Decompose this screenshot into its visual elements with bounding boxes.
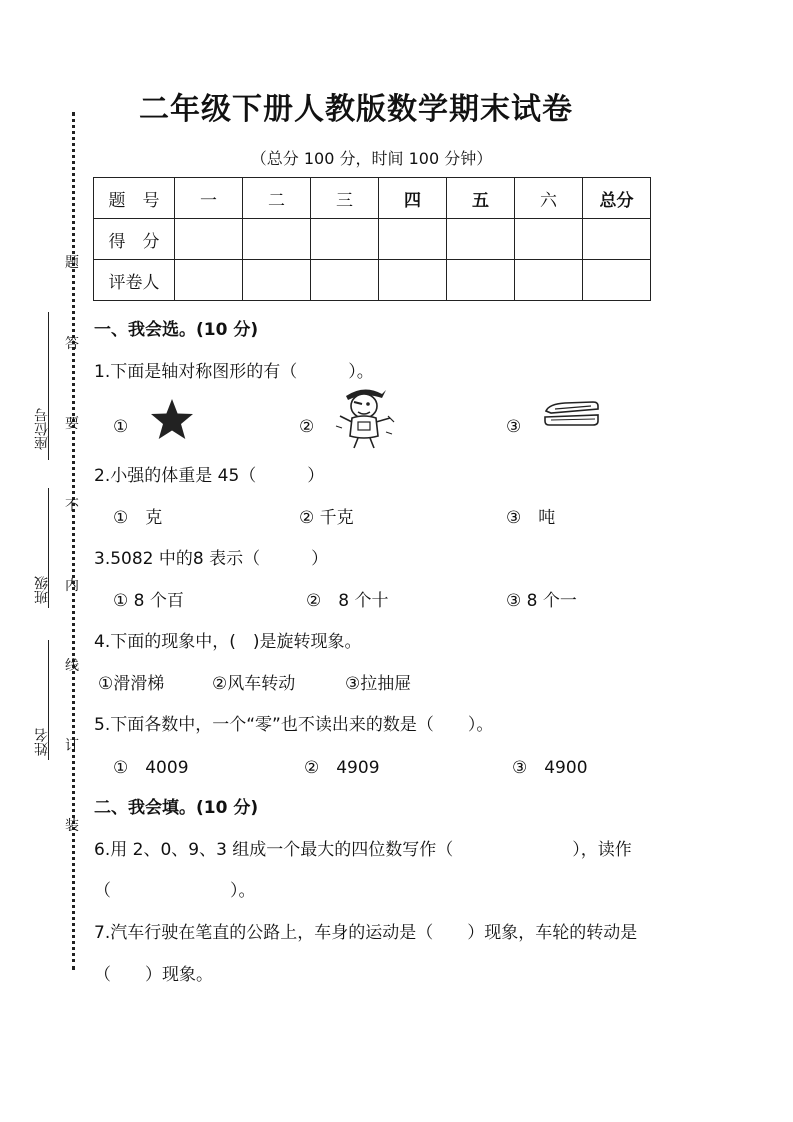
section-heading: 二、我会填。(10 分) — [94, 798, 259, 818]
score-cell[interactable] — [515, 219, 583, 260]
binding-char: 答 — [65, 336, 79, 352]
stapler-icon — [543, 400, 601, 430]
question-7-line-1: 7.汽车行驶在笔直的公路上，车身的运动是（ ）现象，车轮的转动是 — [94, 923, 638, 943]
name-label: 姓名 — [34, 728, 50, 756]
table-row — [94, 219, 651, 260]
score-cell[interactable] — [243, 219, 311, 260]
section-heading: 一、我会选。(10 分) — [94, 320, 259, 340]
table-header-cell: 二 — [243, 178, 311, 219]
binding-char: 内 — [65, 578, 79, 594]
option-text[interactable]: ③拉抽屉 — [345, 674, 412, 694]
table-header-cell: 题 号 — [94, 178, 175, 219]
score-cell[interactable] — [379, 219, 447, 260]
grader-cell[interactable] — [379, 260, 447, 301]
question-5: 5.下面各数中，一个“零”也不读出来的数是（ ）。 — [94, 715, 494, 735]
grader-cell[interactable] — [515, 260, 583, 301]
option-text[interactable]: ② 4909 — [304, 758, 380, 778]
option-text[interactable]: ② 8 个十 — [306, 591, 389, 611]
seat-number-field[interactable] — [48, 312, 49, 460]
class-label: 班级 — [34, 576, 50, 604]
name-field[interactable] — [48, 640, 49, 760]
score-cell[interactable] — [311, 219, 379, 260]
table-header-cell: 六 — [515, 178, 583, 219]
binding-char: 题 — [65, 255, 79, 271]
page-title: 二年级下册人教版数学期末试卷 — [139, 92, 573, 127]
option-marker[interactable]: ③ — [506, 417, 522, 437]
table-row-label: 评卷人 — [94, 260, 175, 301]
option-text[interactable]: ①滑滑梯 — [98, 674, 165, 694]
class-field[interactable] — [48, 488, 49, 608]
question-4: 4.下面的现象中，( )是旋转现象。 — [94, 632, 362, 652]
option-text[interactable]: ③ 8 个一 — [506, 591, 577, 611]
binding-char: 线 — [65, 658, 79, 674]
table-row — [94, 178, 651, 219]
question-6-line-1: 6.用 2、0、9、3 组成一个最大的四位数写作（ ），读作 — [94, 840, 632, 860]
table-header-cell: 四 — [379, 178, 447, 219]
option-text[interactable]: ③ 4900 — [512, 758, 588, 778]
table-header-cell: 一 — [175, 178, 243, 219]
star-icon — [148, 398, 196, 440]
option-text[interactable]: ① 克 — [113, 508, 163, 528]
binding-dotted-line — [72, 112, 75, 970]
option-text[interactable]: ② 千克 — [299, 508, 354, 528]
question-7-line-2: （ ）现象。 — [94, 965, 213, 985]
grader-cell[interactable] — [175, 260, 243, 301]
grader-cell[interactable] — [243, 260, 311, 301]
question-2: 2.小强的体重是 45（ ） — [94, 466, 325, 486]
binding-char: 要 — [65, 416, 79, 432]
binding-char: 不 — [65, 498, 79, 514]
option-text[interactable]: ① 8 个百 — [113, 591, 184, 611]
grader-cell[interactable] — [583, 260, 651, 301]
binding-char: 订 — [65, 738, 79, 754]
score-cell[interactable] — [583, 219, 651, 260]
option-text[interactable]: ③ 吨 — [506, 508, 556, 528]
question-3: 3.5082 中的8 表示（ ） — [94, 549, 329, 569]
score-table — [93, 177, 651, 301]
option-text[interactable]: ① 4009 — [113, 758, 189, 778]
page-subtitle: （总分 100 分，时间 100 分钟） — [250, 149, 493, 168]
table-row-label: 得 分 — [94, 219, 175, 260]
question-6-line-2: （ ）。 — [94, 881, 256, 901]
table-row — [94, 260, 651, 301]
binding-char: 装 — [65, 818, 79, 834]
option-marker[interactable]: ① — [113, 417, 129, 437]
option-text[interactable]: ②风车转动 — [212, 674, 296, 694]
pirate-figure-icon — [332, 382, 396, 450]
score-cell[interactable] — [447, 219, 515, 260]
seat-number-label: 座位号 — [34, 408, 50, 450]
option-marker[interactable]: ② — [299, 417, 315, 437]
grader-cell[interactable] — [311, 260, 379, 301]
score-cell[interactable] — [175, 219, 243, 260]
table-header-cell: 总分 — [583, 178, 651, 219]
table-header-cell: 三 — [311, 178, 379, 219]
table-header-cell: 五 — [447, 178, 515, 219]
question-1: 1.下面是轴对称图形的有（ ）。 — [94, 362, 374, 382]
grader-cell[interactable] — [447, 260, 515, 301]
